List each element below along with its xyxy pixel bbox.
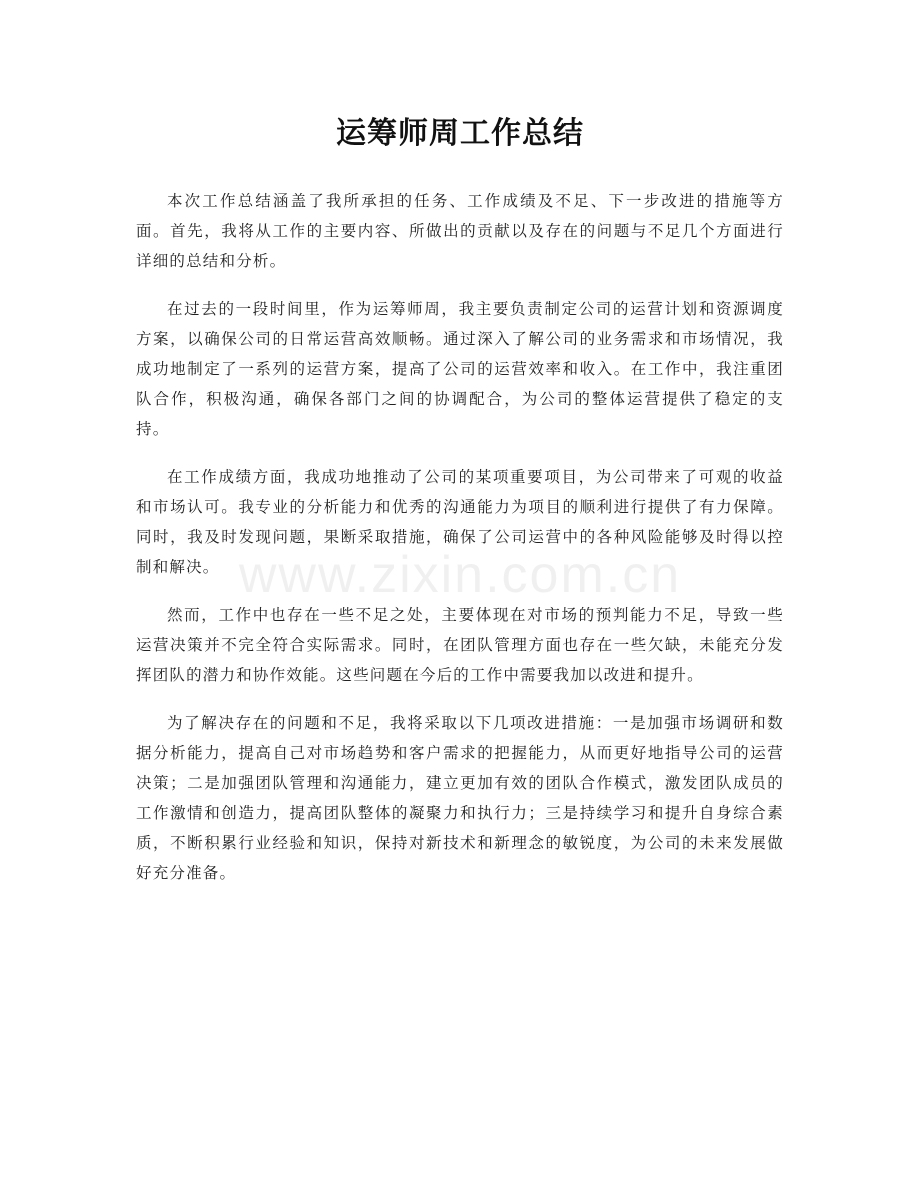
watermark: www.zixin.com.cn: [238, 546, 682, 604]
paragraph-shortcomings: 然而，工作中也存在一些不足之处，主要体现在对市场的预判能力不足，导致一些运营决策并不完全符合实际需求。同时，在团队管理方面也存在一些欠缺，未能充分发挥团队的潜力和协作效能。这些问题在今后的工作中需要我加以改进和提升。: [136, 606, 784, 684]
paragraph-responsibilities: 在过去的一段时间里，作为运筹师周，我主要负责制定公司的运营计划和资源调度方案，以确保公司的日常运营高效顺畅。通过深入了解公司的业务需求和市场情况，我成功地制定了一系列的运营方案，提高了公司的运营效率和收入。在工作中，我注重团队合作，积极沟通，确保各部门之间的协调配合，为公司的整体运营提供了稳定的支持。: [136, 300, 784, 438]
paragraph-intro: 本次工作总结涵盖了我所承担的任务、工作成绩及不足、下一步改进的措施等方面。首先，我将从工作的主要内容、所做出的贡献以及存在的问题与不足几个方面进行详细的总结和分析。: [136, 192, 784, 270]
document-body: [136, 186, 784, 906]
paragraph-improvements: 为了解决存在的问题和不足，我将采取以下几项改进措施：一是加强市场调研和数据分析能力，提高自己对市场趋势和客户需求的把握能力，从而更好地指导公司的运营决策；二是加强团队管理和沟通能力，建立更加有效的团队合作模式，激发团队成员的工作激情和创造力，提高团队整体的凝聚力和执行力；三是持续学习和提升自身综合素质，不断积累行业经验和知识，保持对新技术和新理念的敏锐度，为公司的未来发展做好充分准备。: [136, 714, 784, 882]
document-title: 运筹师周工作总结: [336, 116, 584, 151]
paragraph-achievements: 在工作成绩方面，我成功地推动了公司的某项重要项目，为公司带来了可观的收益和市场认可。我专业的分析能力和优秀的沟通能力为项目的顺利进行提供了有力保障。同时，我及时发现问题，果断采取措施，确保了公司运营中的各种风险能够及时得以控制和解决。: [136, 468, 784, 576]
